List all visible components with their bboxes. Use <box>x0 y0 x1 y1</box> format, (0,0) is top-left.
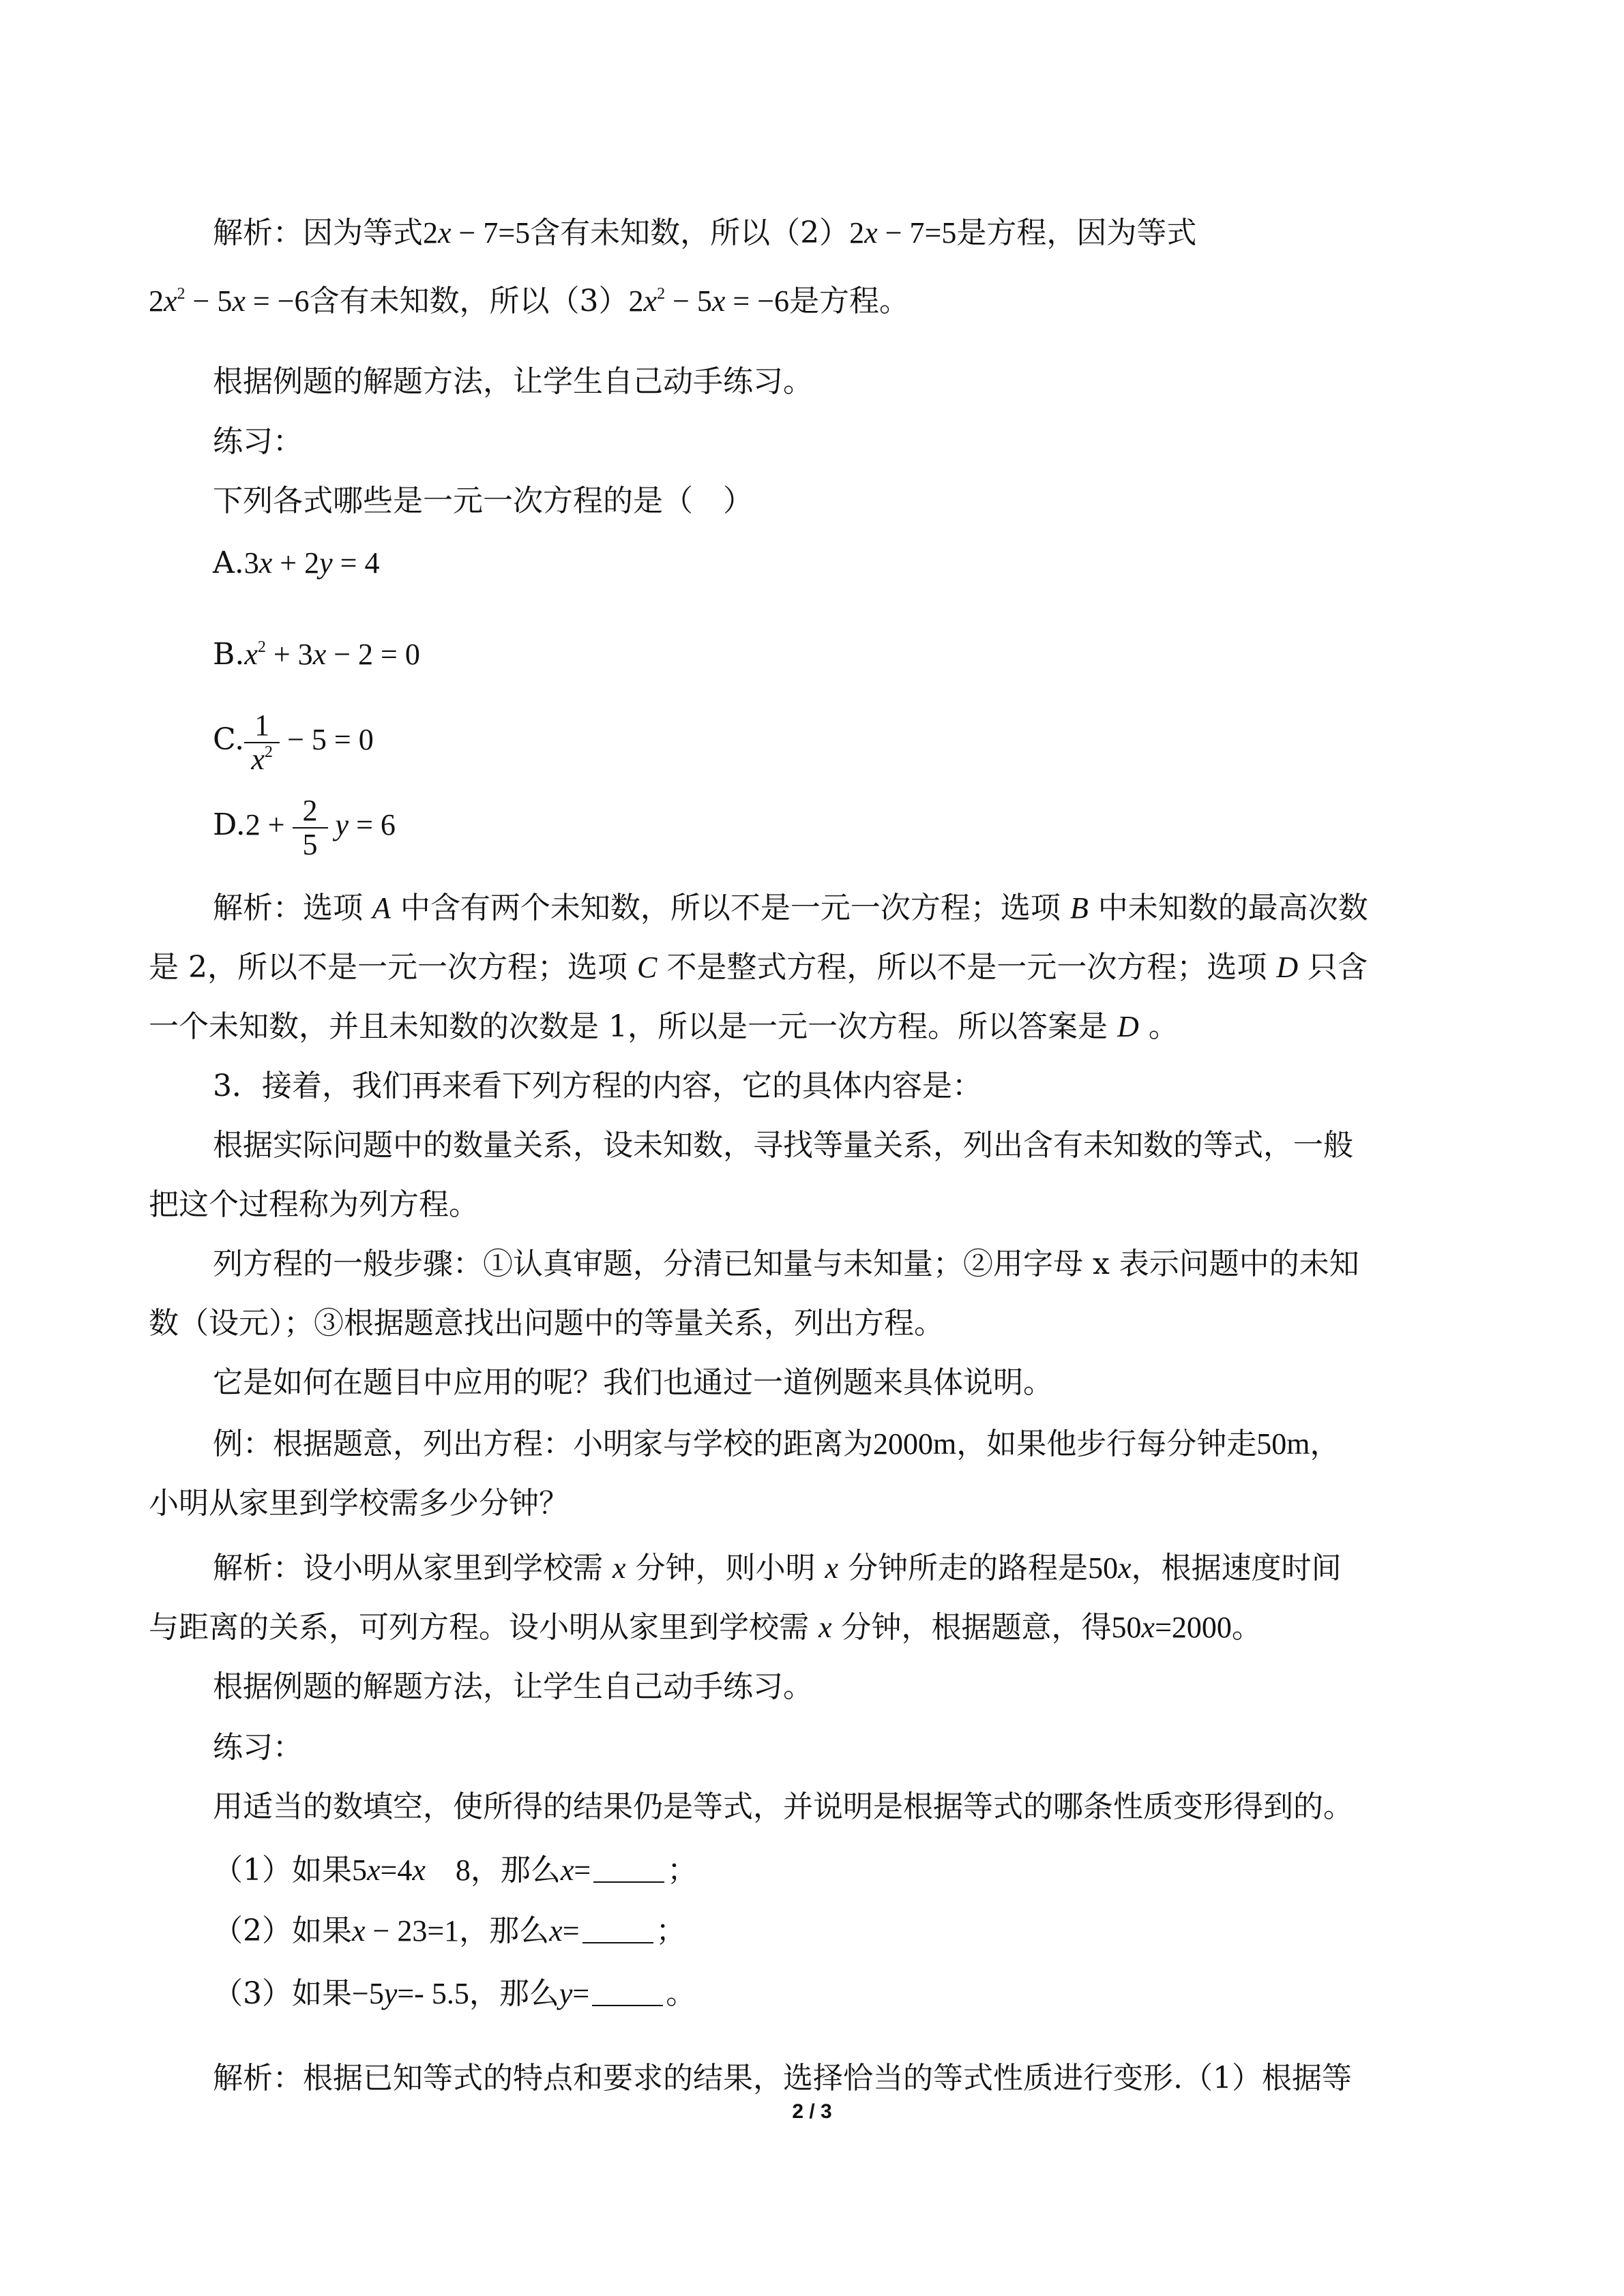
text: 只含 <box>1308 950 1368 985</box>
example-line-1 <box>213 1424 1340 1465</box>
text: 。 <box>1148 1009 1179 1044</box>
example-line-2: 小明从家里到学校需多少分钟？ <box>149 1486 569 1521</box>
analysis-1-line-1 <box>213 213 1196 254</box>
definition-line-2: 把这个过程称为列方程。 <box>149 1187 479 1222</box>
equation: $2x^2 - 5x = -6$ <box>628 284 790 318</box>
text: ，那么 <box>459 1913 550 1948</box>
text: 不是整式方程，所以不是一元一次方程；选项 <box>666 950 1267 985</box>
text: 。 <box>1231 1610 1262 1645</box>
equation: 3x + 2y = 4 <box>243 546 380 580</box>
text: 解析：设小明从家里到学校需 <box>213 1551 603 1585</box>
analysis-3-line-1: 解析：设小明从家里到学校需 x 分钟，则小明 x 分钟所走的路程是50x，根据速度时间 <box>213 1551 1342 1585</box>
equation: 5x=4x 8 <box>352 1853 471 1887</box>
option-label: A. <box>213 546 244 580</box>
text: 是 2，所以不是一元一次方程；选项 <box>149 950 628 985</box>
option-b <box>213 634 420 675</box>
text: 分钟，则小明 <box>635 1551 816 1585</box>
text: 一个未知数，并且未知数的次数是 1，所以是一元一次方程。所以答案是 <box>149 1009 1108 1044</box>
answer-blank[interactable] <box>582 1916 653 1943</box>
equation: $2x^2 - 5x = -6$ <box>149 284 310 318</box>
final-analysis-line: 解析：根据已知等式的特点和要求的结果，选择恰当的等式性质进行变形.（1）根据等 <box>213 2061 1352 2096</box>
text: （1）如果 <box>213 1853 352 1888</box>
equation: 50x=2000 <box>1111 1611 1232 1644</box>
text: 是方程。 <box>789 284 910 318</box>
text: ，那么 <box>470 1853 561 1888</box>
text: 。 <box>666 1976 696 2011</box>
equation: 2 + $\frac{2}{5}$ y = 6 <box>245 794 396 861</box>
option-label: C. <box>213 722 245 758</box>
option-label: B. <box>213 637 245 672</box>
text: ； <box>667 1853 698 1888</box>
option-c <box>213 709 374 776</box>
answer-blank[interactable] <box>592 1979 663 2006</box>
analysis-3-line-2: 与距离的关系，可列方程。设小明从家里到学校需 x 分钟，根据题意，得50x=2000。 <box>149 1610 1262 1645</box>
text: （2）如果 <box>213 1913 352 1948</box>
text: ； <box>655 1913 686 1948</box>
equation: x − 23=1 <box>352 1914 460 1948</box>
equation: 50x <box>1088 1551 1132 1585</box>
page-number: 2 / 3 <box>792 2100 832 2123</box>
option-a <box>213 543 379 584</box>
text: 含有未知数，所以（2） <box>530 215 850 250</box>
practice-label-2: 练习： <box>213 1730 303 1765</box>
analysis-1-line-2 <box>149 281 909 322</box>
text: 是方程，因为等式 <box>956 215 1197 250</box>
section-3-intro: 3．接着，我们再来看下列方程的内容，它的具体内容是： <box>213 1069 982 1103</box>
application-line: 它是如何在题目中应用的呢？我们也通过一道例题来具体说明。 <box>213 1365 1053 1400</box>
text: 中含有两个未知数，所以不是一元一次方程；选项 <box>400 891 1061 925</box>
equation: −5y=- 5.5 <box>352 1977 469 2010</box>
text: 分钟所走的路程是 <box>848 1551 1089 1585</box>
fill-question-2: （2）如果x − 23=1，那么x= ； <box>213 1913 686 1948</box>
text: 例：根据题意，列出方程：小明家与学校的距离为 <box>213 1427 873 1461</box>
analysis-2-line-3: 一个未知数，并且未知数的次数是 1，所以是一元一次方程。所以答案是 D 。 <box>149 1009 1179 1044</box>
option-d <box>213 794 396 861</box>
distance-value: 2000m <box>873 1427 957 1461</box>
text: 解析：因为等式 <box>213 215 423 250</box>
definition-line-1: 根据实际问题中的数量关系，设未知数，寻找等量关系，列出含有未知数的等式，一般 <box>213 1128 1353 1163</box>
text: 中未知数的最高次数 <box>1097 891 1368 925</box>
fill-question-3: （3）如果−5y=- 5.5，那么y= 。 <box>213 1976 696 2011</box>
practice-label: 练习： <box>213 424 303 459</box>
question-line: 下列各式哪些是一元一次方程的是（ ） <box>213 483 753 518</box>
equation: 2x − 7=5 <box>423 216 531 250</box>
text: （3）如果 <box>213 1976 352 2011</box>
text: ，如果他步行每分钟走 <box>956 1427 1257 1461</box>
equation: $x^2 + 3x - 2 = 0$ <box>244 638 420 671</box>
method-line: 根据例题的解题方法，让学生自己动手练习。 <box>213 364 813 399</box>
option-label: D. <box>213 807 246 843</box>
answer-blank[interactable] <box>593 1855 664 1883</box>
text: ，根据速度时间 <box>1131 1551 1342 1585</box>
fill-question-1: （1）如果5x=4x 8，那么x= ； <box>213 1853 698 1888</box>
steps-line-2: 数（设元）；③根据题意找出问题中的等量关系，列出方程。 <box>149 1306 944 1341</box>
steps-line-1: 列方程的一般步骤：①认真审题，分清已知量与未知量；②用字母 x 表示问题中的未知 <box>213 1247 1359 1281</box>
text: ， <box>1310 1427 1340 1461</box>
speed-value: 50m <box>1256 1427 1310 1461</box>
equation: $\frac{1}{x^2}$ − 5 = 0 <box>244 723 374 756</box>
analysis-2-line-2: 是 2，所以不是一元一次方程；选项 C 不是整式方程，所以不是一元一次方程；选项 D 只含 <box>149 950 1368 985</box>
text: 分钟，根据题意，得 <box>841 1610 1112 1645</box>
text: 含有未知数，所以（3） <box>309 284 629 318</box>
analysis-2-line-1: 解析：选项 A 中含有两个未知数，所以不是一元一次方程；选项 B 中未知数的最高次数 <box>213 891 1368 925</box>
text: ，那么 <box>469 1976 559 2011</box>
equation: 2x − 7=5 <box>849 216 957 250</box>
fill-instruction: 用适当的数填空，使所得的结果仍是等式，并说明是根据等式的哪条性质变形得到的。 <box>213 1789 1353 1824</box>
text: 与距离的关系，可列方程。设小明从家里到学校需 <box>149 1610 809 1645</box>
method-line-2: 根据例题的解题方法，让学生自己动手练习。 <box>213 1669 813 1704</box>
text: 解析：选项 <box>213 891 363 925</box>
